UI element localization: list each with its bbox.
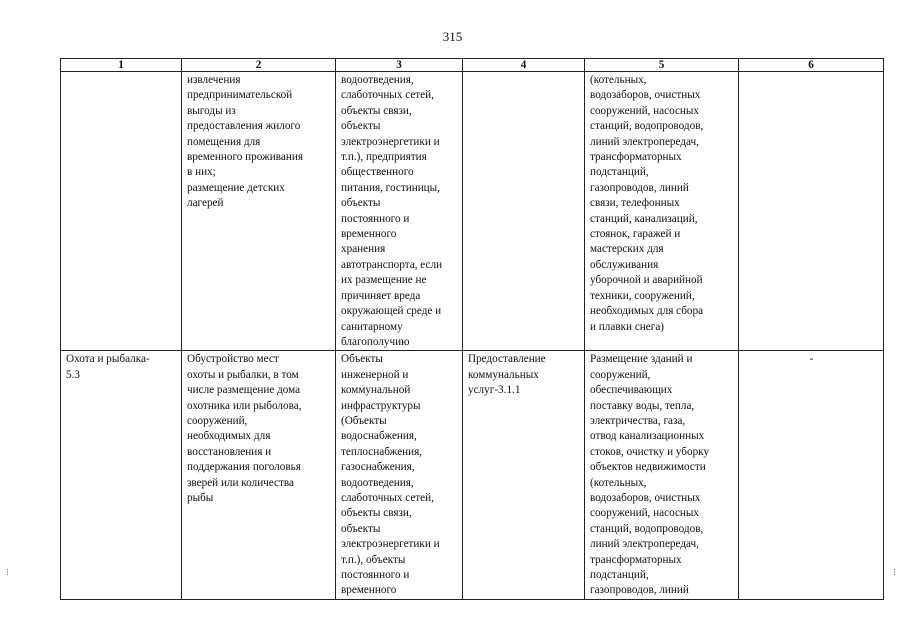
column-header-2: 2 — [182, 59, 336, 72]
cell-land-use-type: Охота и рыбалка- 5.3 — [61, 351, 182, 600]
cell-notes: - — [739, 351, 884, 600]
cell-conditional-use: Предоставление коммунальных услуг-3.1.1 — [463, 351, 585, 600]
scan-edge-mark-right: ⁝ — [893, 567, 896, 577]
page-number: 315 — [442, 29, 463, 44]
column-header-5: 5 — [585, 59, 739, 72]
table-row — [61, 351, 884, 600]
column-header-1: 1 — [61, 59, 182, 72]
cell-notes — [739, 72, 884, 351]
land-use-table — [60, 58, 884, 600]
column-header-6: 6 — [739, 59, 884, 72]
cell-auxiliary-uses: водоотведения, слаботочных сетей, объекты связи, объекты электроэнергетики и т.п.), предприятия общественного питания, гостиницы, объекты постоянного и временного хранения автотранспорта, если их размещение не причиняет вреда окружающей среде и санитарному благополучию — [336, 72, 463, 351]
column-header-3: 3 — [336, 59, 463, 72]
cell-land-use-type — [61, 72, 182, 351]
table-row — [61, 72, 884, 351]
column-header-4: 4 — [463, 59, 585, 72]
cell-description: извлечения предпринимательской выгоды из предоставления жилого помещения для временного проживания в них; размещение детских лагерей — [182, 72, 336, 351]
cell-description: Обустройство мест охоты и рыбалки, в том числе размещение дома охотника или рыболова, сооружений, необходимых для восстановления и поддержания поголовья зверей или количества рыбы — [182, 351, 336, 600]
table-header-row — [61, 59, 884, 72]
cell-conditional-description: (котельных, водозаборов, очистных сооружений, насосных станций, водопроводов, линий электропередач, трансформаторных подстанций, газопроводов, линий связи, телефонных станций, канализаций, стоянок, гаражей и мастерских для обслуживания уборочной и аварийной техники, сооружений, необходимых для сбора и плавки снега) — [585, 72, 739, 351]
scan-edge-mark-left: ⁝ — [6, 567, 9, 577]
cell-conditional-description: Размещение зданий и сооружений, обеспечивающих поставку воды, тепла, электричества, газа, отвод канализационных стоков, очистку и уборку объектов недвижимости (котельных, водозаборов, очистных сооружений, насосных станций, водопроводов, линий электропередач, трансформаторных подстанций, газопроводов, линий — [585, 351, 739, 600]
cell-auxiliary-uses: Объекты инженерной и коммунальной инфраструктуры (Объекты водоснабжения, теплоснабжения, газоснабжения, водоотведения, слаботочных сетей, объекты связи, объекты электроэнергетики и т.п.), объекты постоянного и временного — [336, 351, 463, 600]
cell-conditional-use — [463, 72, 585, 351]
